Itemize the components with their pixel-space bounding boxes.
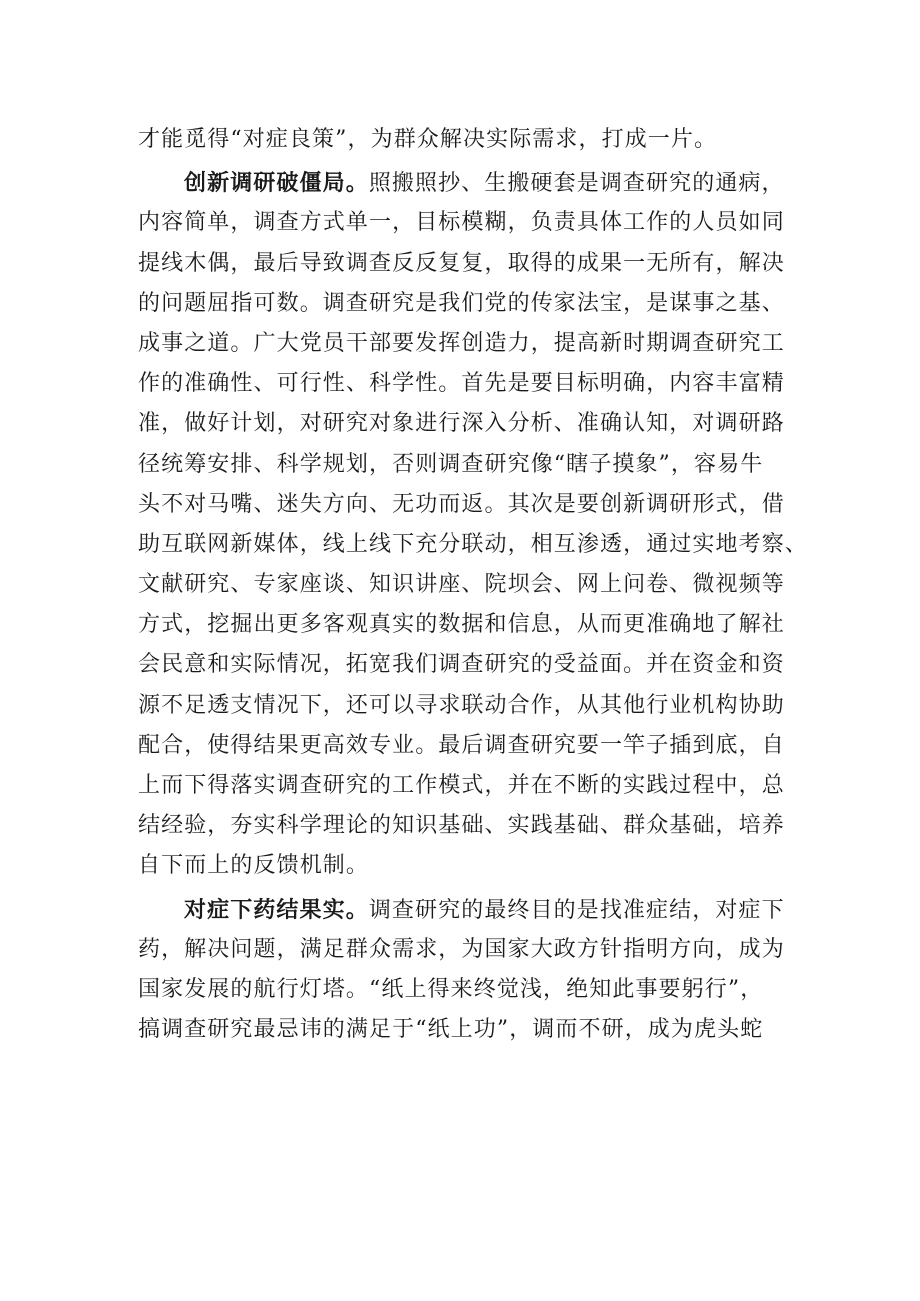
text-line: 照搬照抄、生搬硬套是调查研究的通病， xyxy=(368,171,785,197)
text-line: 上而下得落实调查研究的工作模式，并在不断的实践过程中，总 xyxy=(138,773,785,798)
paragraph-heading: 对症下药结果实。 xyxy=(184,896,369,923)
text-line: 方式，挖掘出更多客观真实的数据和信息，从而更准确地了解社 xyxy=(138,612,785,638)
text-line: 作的准确性、可行性、科学性。首先是要目标明确，内容丰富精 xyxy=(138,371,785,397)
paragraph-first-line xyxy=(138,890,798,930)
text-line: 头不对马嘴、迷失方向、无功而返。其次是要创新调研形式，借 xyxy=(138,491,785,517)
text-line: 调查研究的最终目的是找准症结，对症下 xyxy=(368,897,785,923)
text-line: 助互联网新媒体，线上线下充分联动，相互渗透，通过实地考察、 xyxy=(138,531,808,557)
text-line: 结经验，夯实科学理论的知识基础、实践基础、群众基础，培养 xyxy=(138,813,785,839)
text-line: 会民意和实际情况，拓宽我们调查研究的受益面。并在资金和资 xyxy=(138,652,785,678)
paragraph-heading: 创新调研破僵局。 xyxy=(184,170,369,197)
text-line: 源不足透支情况下，还可以寻求联动合作，从其他行业机构协助 xyxy=(138,692,785,718)
text-line: 国家发展的航行灯塔。“纸上得来终觉浅，绝知此事要躬行”， xyxy=(138,976,764,1002)
paragraph-first-line xyxy=(138,163,798,203)
text-line: 准，做好计划，对研究对象进行深入分析、准确认知，对调研路 xyxy=(138,411,785,437)
text-line: 搞调查研究最忌讳的满足于“纸上功”，调而不研，成为虎头蛇 xyxy=(138,1017,764,1043)
text-line: 配合，使得结果更高效专业。最后调查研究要一竿子插到底，自 xyxy=(138,732,785,758)
text-line: 自下而上的反馈机制。 xyxy=(138,853,370,879)
text-line: 内容简单，调查方式单一，目标模糊，负责具体工作的人员如同 xyxy=(138,210,785,236)
text-line: 提线木偶，最后导致调查反反复复，取得的成果一无所有，解决 xyxy=(138,250,785,276)
text-line: 药，解决问题，满足群众需求，为国家大政方针指明方向，成为 xyxy=(138,936,785,962)
text-line: 成事之道。广大党员干部要发挥创造力，提高新时期调查研究工 xyxy=(138,330,785,356)
body-text xyxy=(138,120,808,1050)
text-line: 径统筹安排、科学规划，否则调查研究像“瞎子摸象”，容易牛 xyxy=(138,451,764,477)
text-line: 才能觅得“对症良策”，为群众解决实际需求，打成一片。 xyxy=(138,127,718,152)
text-line: 文献研究、专家座谈、知识讲座、院坝会、网上问卷、微视频等 xyxy=(138,572,785,598)
text-line: 的问题屈指可数。调查研究是我们党的传家法宝，是谋事之基、 xyxy=(138,290,785,316)
